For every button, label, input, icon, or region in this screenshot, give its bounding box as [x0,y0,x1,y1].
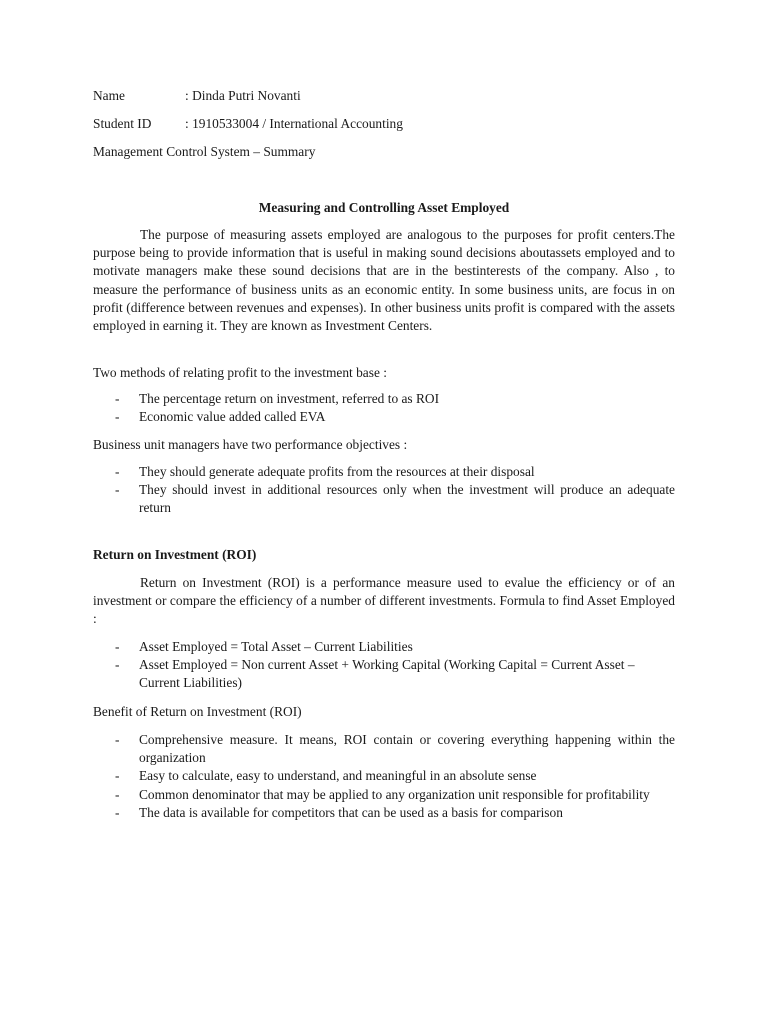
list-item-text: The data is available for competitors that can be used as a basis for comparison [139,804,563,820]
list-item-text: Common denominator that may be applied to any organization unit responsible for profitability [139,786,650,802]
list-item [93,390,675,408]
list-item-text: Comprehensive measure. It means, ROI contain or covering everything happening within the organization [139,732,675,766]
methods-intro: Two methods of relating profit to the investment base : [93,365,387,380]
bullet-dash: - [115,464,120,479]
course-title: Management Control System – Summary [93,144,316,159]
bullet-dash: - [115,732,120,747]
objectives-intro: Business unit managers have two performance objectives : [93,437,408,452]
list-item [93,804,675,822]
section-title: Measuring and Controlling Asset Employed [258,200,510,215]
list-item [93,786,675,804]
list-item-text: They should invest in additional resources only when the investment will produce an adequate return [139,482,675,516]
list-item-text: They should generate adequate profits from the resources at their disposal [139,464,535,479]
name-value: : Dinda Putri Novanti [185,88,301,103]
list-item [93,408,675,426]
bullet-dash: - [115,391,120,406]
bullet-dash: - [115,804,120,820]
bullet-dash: - [115,657,120,673]
list-item [93,731,675,767]
list-item [93,638,675,656]
methods-list [93,390,675,426]
bullet-dash: - [115,786,120,802]
benefits-intro: Benefit of Return on Investment (ROI) [93,704,302,719]
bullet-dash: - [115,409,120,425]
list-item-text: Easy to calculate, easy to understand, and meaningful in an absolute sense [139,768,537,784]
list-item-text: Asset Employed = Total Asset – Current Liabilities [139,639,413,654]
benefits-list [93,731,675,822]
student-id-label: Student ID [93,116,152,131]
list-item-text: The percentage return on investment, referred to as ROI [139,391,440,406]
name-label: Name [93,88,125,103]
bullet-dash: - [115,768,120,784]
section-paragraph: The purpose of measuring assets employed are analogous to the purposes for profit centers.The purpose being to provide information that is useful in making sound decisions aboutassets employed and to motivate managers make these sound decisions that are in the bestinterests of the company. Also , to measure the performance of business units as an economic entity. In some business units, are focus in on profit (difference between revenues and expenses). In other business units profit is compared with the assets employed in earning it. They are known as Investment Centers. [93,227,675,334]
list-item [93,767,675,785]
list-item [93,656,675,692]
list-item-text: Asset Employed = Non current Asset + Working Capital (Working Capital = Current Asset – Current Liabilities) [139,657,635,691]
roi-heading: Return on Investment (ROI) [93,547,257,562]
list-item-text: Economic value added called EVA [139,409,326,425]
list-item [93,481,675,517]
list-item [93,463,675,481]
student-id-value: : 1910533004 / International Accounting [185,116,403,131]
bullet-dash: - [115,639,120,654]
objectives-list [93,463,675,518]
bullet-dash: - [115,482,120,498]
formula-list [93,638,675,693]
roi-paragraph: Return on Investment (ROI) is a performance measure used to evalue the efficiency or of an investment or compare the efficiency of a number of different investments. Formula to find Asset Employed : [93,575,675,627]
